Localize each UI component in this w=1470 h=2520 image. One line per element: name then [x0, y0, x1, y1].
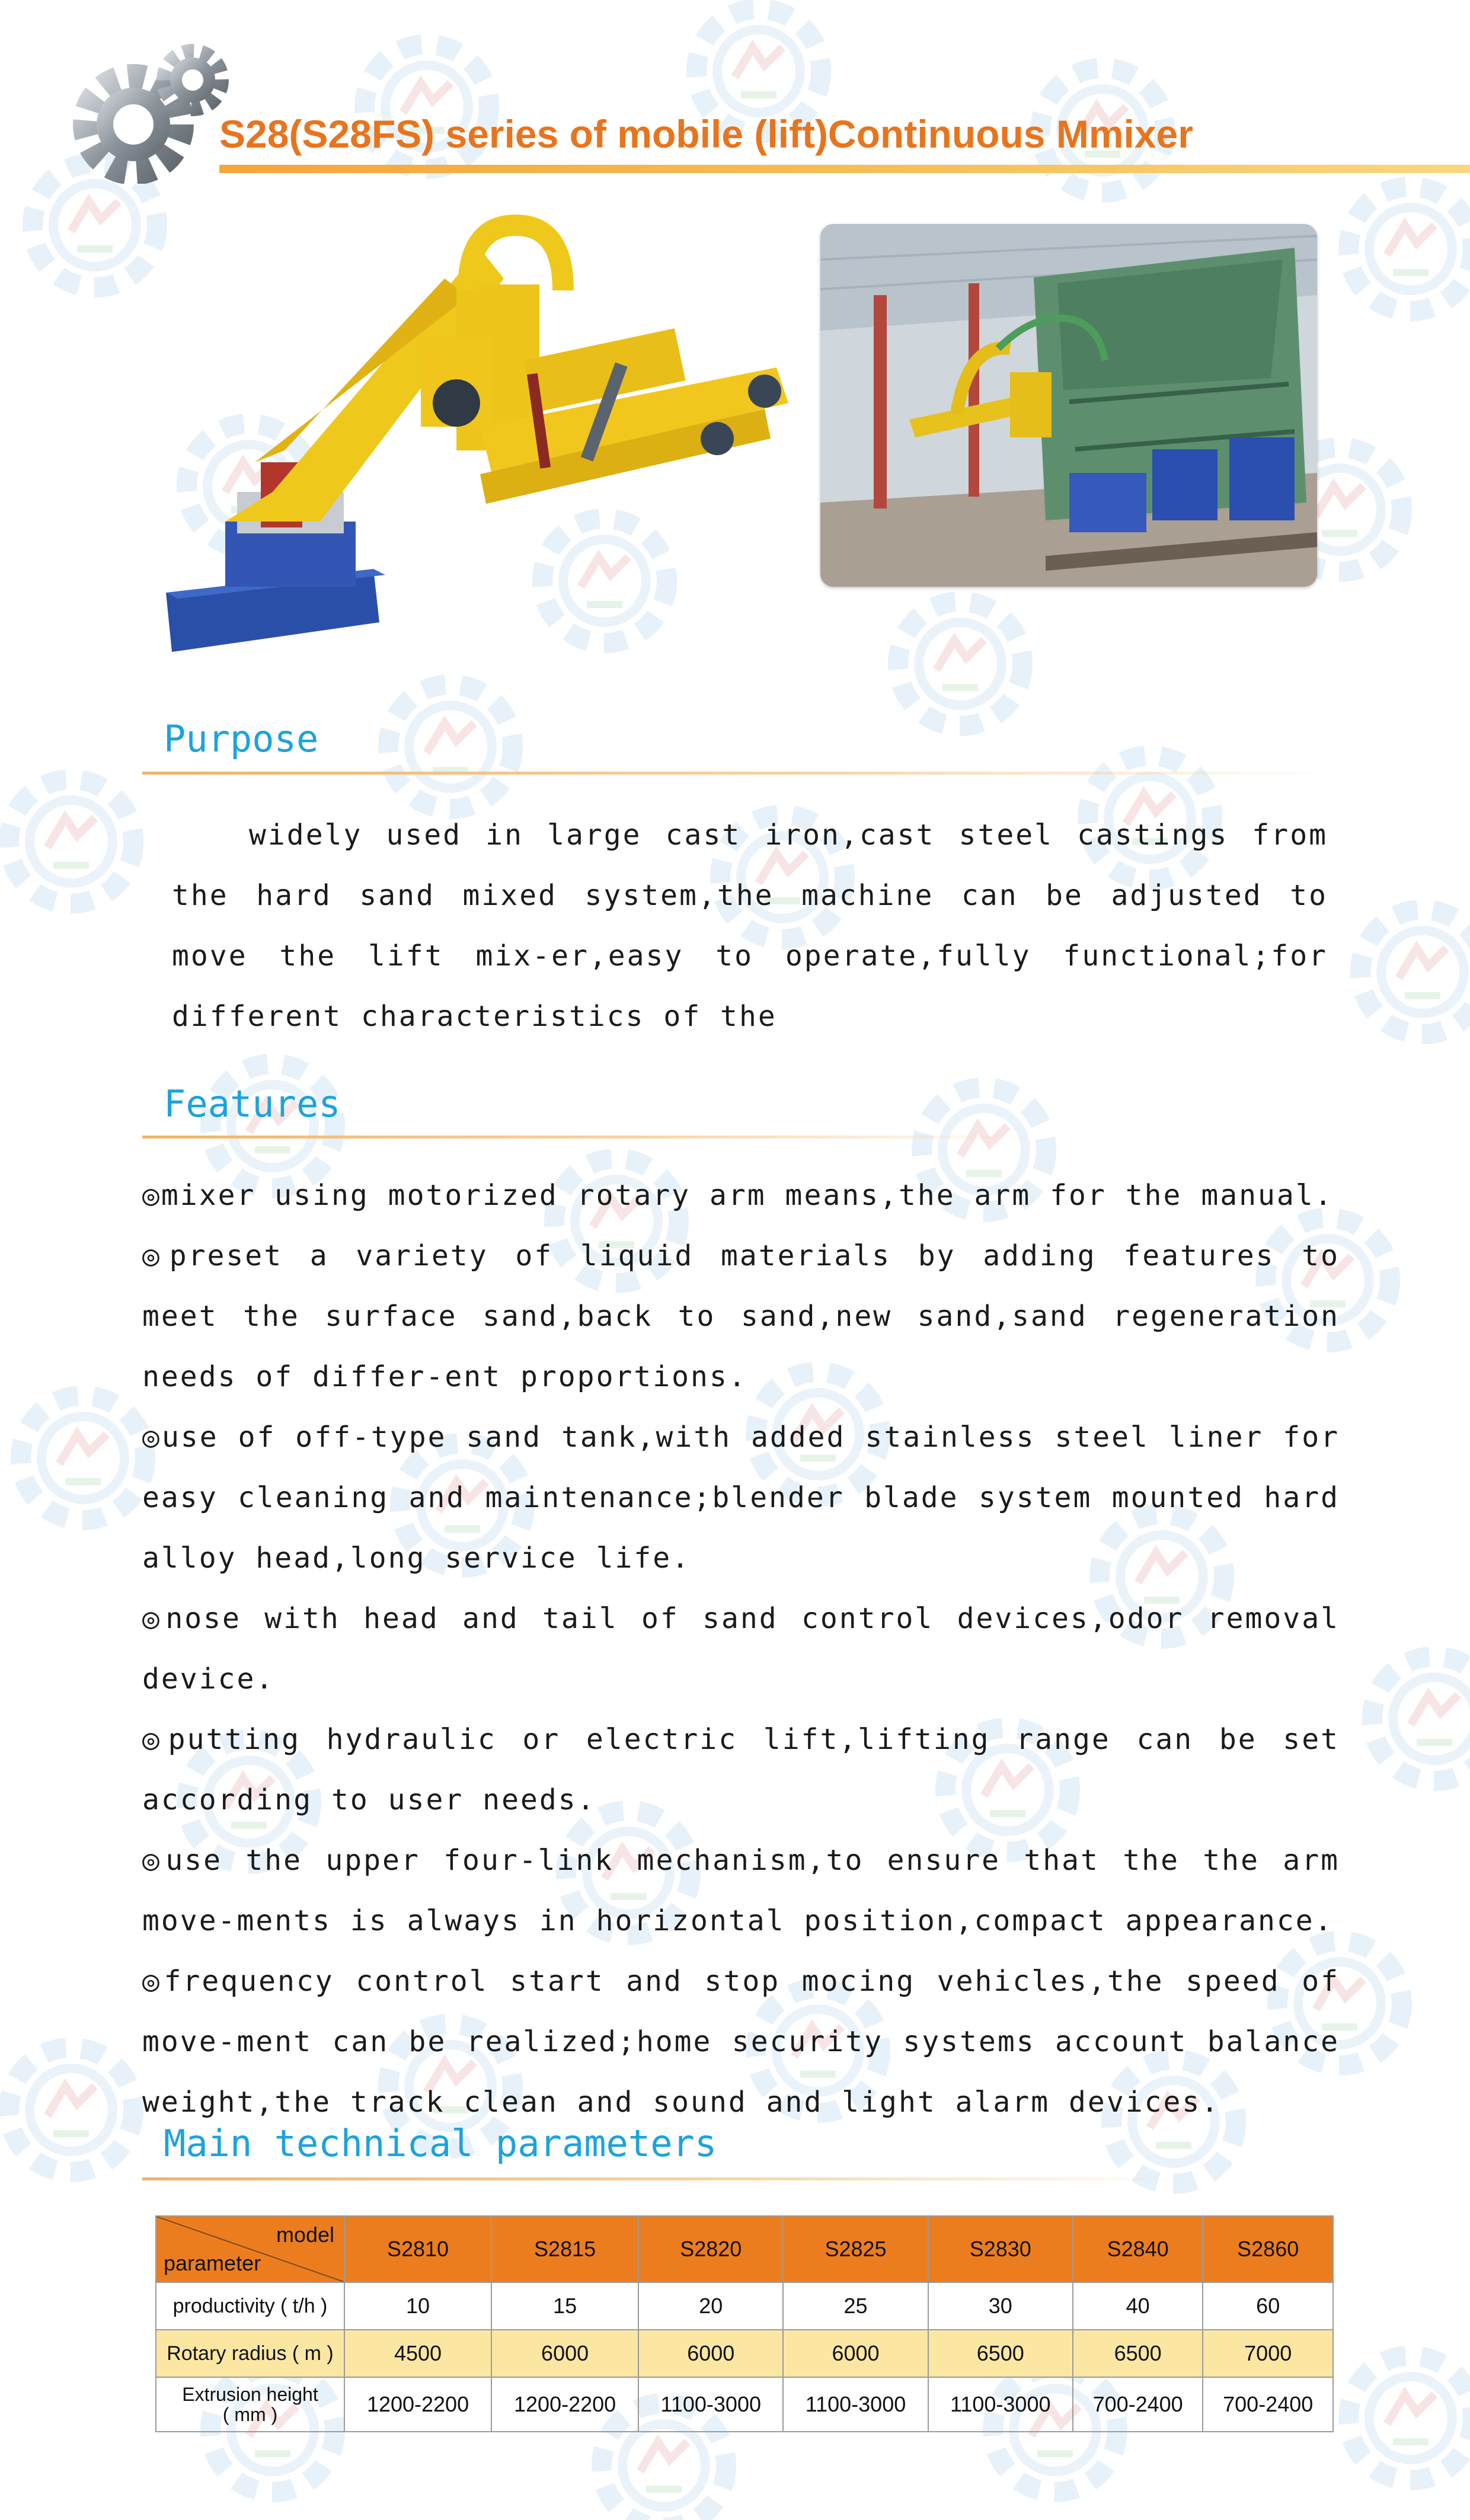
model-header: S2810: [344, 2216, 491, 2282]
gear-icon: [71, 36, 231, 184]
row-label: Rotary radius ( m ): [156, 2330, 344, 2377]
table-cell: 10: [344, 2282, 491, 2330]
table-cell: 6000: [491, 2330, 638, 2377]
table-cell: 7000: [1203, 2330, 1333, 2377]
table-cell: 40: [1073, 2282, 1203, 2330]
table-header-row: [156, 2216, 1333, 2282]
features-rule: [142, 1136, 1031, 1139]
table-row: [156, 2330, 1333, 2377]
table-cell: 30: [928, 2282, 1073, 2330]
row-label-line: Extrusion height: [182, 2384, 318, 2405]
table-cell: 4500: [344, 2330, 491, 2377]
feature-item: ◎frequency control start and stop mocing vehicles,the speed of move-ment can be realized;home security systems account balance weight,the track clean and sound and light alarm devices.: [142, 1965, 1340, 2119]
table-cell: 1200-2200: [344, 2377, 491, 2432]
table-corner-cell: [156, 2216, 344, 2282]
feature-item: ◎mixer using motorized rotary arm means,the arm for the manual.: [142, 1179, 1334, 1212]
title-underline: [219, 165, 1470, 173]
table-cell: 15: [491, 2282, 638, 2330]
table-cell: 6000: [783, 2330, 928, 2377]
table-cell: 1100-3000: [783, 2377, 928, 2432]
table-cell: 1100-3000: [928, 2377, 1073, 2432]
feature-item: ◎nose with head and tail of sand control devices,odor removal device.: [142, 1602, 1340, 1696]
feature-item: ◎putting hydraulic or electric lift,lifting range can be set according to user needs.: [142, 1723, 1340, 1817]
parameters-heading: Main technical parameters: [164, 2122, 717, 2165]
table-cell: 6500: [1073, 2330, 1203, 2377]
table-cell: 20: [638, 2282, 783, 2330]
purpose-rule: [142, 772, 1334, 775]
row-label-unit: ( mm ): [222, 2404, 278, 2425]
table-cell: 700-2400: [1073, 2377, 1203, 2432]
features-list: [142, 1165, 1340, 2132]
table-cell: 6500: [928, 2330, 1073, 2377]
factory-installation-photo: [820, 224, 1317, 587]
purpose-heading: Purpose: [164, 717, 319, 760]
feature-item: ◎preset a variety of liquid materials by adding features to meet the surface sand,back to sand,new sand,sand regeneration needs of differ-ent proportions.: [142, 1239, 1340, 1393]
model-header: S2815: [491, 2216, 638, 2282]
model-header: S2820: [638, 2216, 783, 2282]
table-row: [156, 2377, 1333, 2432]
table-row: [156, 2282, 1333, 2330]
model-header: S2860: [1203, 2216, 1333, 2282]
mixer-machine-image: [148, 213, 800, 664]
page-title: S28(S28FS) series of mobile (lift)Continuous Mmixer: [219, 112, 1193, 156]
feature-item: ◎use the upper four-link mechanism,to ensure that the the arm move-ments is always in horizontal position,compact appearance.: [142, 1844, 1340, 1937]
model-header: S2830: [928, 2216, 1073, 2282]
row-label: [156, 2377, 344, 2432]
table-cell: 1200-2200: [491, 2377, 638, 2432]
row-label: productivity ( t/h ): [156, 2282, 344, 2330]
corner-model-label: model: [276, 2222, 334, 2247]
parameters-rule: [142, 2177, 1185, 2180]
corner-parameter-label: parameter: [164, 2251, 261, 2275]
table-cell: 1100-3000: [638, 2377, 783, 2432]
table-cell: 700-2400: [1203, 2377, 1333, 2432]
parameters-table: [155, 2215, 1334, 2432]
table-cell: 25: [783, 2282, 928, 2330]
table-cell: 6000: [638, 2330, 783, 2377]
feature-item: ◎use of off-type sand tank,with added stainless steel liner for easy cleaning and maintenance;blender blade system mounted hard alloy head,long service life.: [142, 1421, 1340, 1575]
purpose-text: widely used in large cast iron,cast steel castings from the hard sand mixed system,the machine can be adjusted to move the lift mix-er,easy to operate,fully functional;for different characteristics of the: [172, 818, 1328, 1033]
table-cell: 60: [1203, 2282, 1333, 2330]
features-heading: Features: [164, 1082, 341, 1125]
model-header: S2825: [783, 2216, 928, 2282]
model-header: S2840: [1073, 2216, 1203, 2282]
